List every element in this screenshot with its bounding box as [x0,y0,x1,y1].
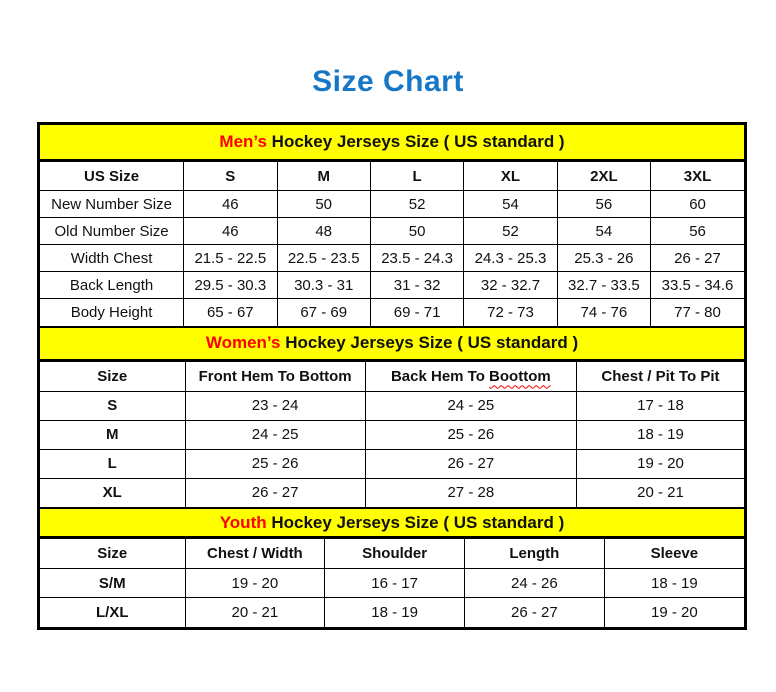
size-value-cell: 26 - 27 [464,598,604,627]
size-value-cell: 19 - 20 [185,569,325,598]
size-value-cell: 22.5 - 23.5 [277,245,370,272]
row-label-mens-3: Back Length [40,272,184,299]
size-value-cell: 32.7 - 33.5 [557,272,650,299]
youth-size-table [40,538,744,627]
mens-size-table [40,161,744,326]
row-label-mens-1: Old Number Size [40,218,184,245]
size-value-cell: 50 [370,218,463,245]
column-header-mens-4: XL [464,162,557,191]
band-highlight-womens: Women’s [205,333,281,352]
size-value-cell: 25 - 26 [185,449,365,478]
size-value-cell: 26 - 27 [185,478,365,507]
size-value-cell: 72 - 73 [464,299,557,326]
column-header-mens-5: 2XL [557,162,650,191]
row-label-mens-4: Body Height [40,299,184,326]
size-value-cell: 32 - 32.7 [464,272,557,299]
column-header-youth-0: Size [40,539,185,569]
band-text-womens: Hockey Jerseys Size ( US standard ) [280,333,579,352]
size-value-cell: 67 - 69 [277,299,370,326]
column-header-mens-6: 3XL [651,162,744,191]
youth-table-row [40,569,744,598]
column-header-mens-2: M [277,162,370,191]
section-band-mens [40,125,744,161]
size-value-cell: 25.3 - 26 [557,245,650,272]
mens-table-row [40,191,744,218]
size-value-cell: 54 [464,191,557,218]
mens-header-row [40,162,744,191]
size-value-cell: 56 [557,191,650,218]
size-value-cell: 19 - 20 [604,598,744,627]
womens-table-row [40,449,744,478]
size-value-cell: 65 - 67 [184,299,277,326]
size-value-cell: 20 - 21 [185,598,325,627]
youth-table-row [40,598,744,627]
size-value-cell: 54 [557,218,650,245]
row-label-mens-0: New Number Size [40,191,184,218]
band-highlight-youth: Youth [219,512,267,532]
column-header-mens-1: S [184,162,277,191]
section-band-youth [40,507,744,538]
size-value-cell: 29.5 - 30.3 [184,272,277,299]
size-value-cell: 46 [184,218,277,245]
page-title: Size Chart [312,65,464,98]
size-value-cell: 18 - 19 [325,598,465,627]
size-value-cell: 24 - 25 [365,391,576,420]
column-header-womens-1: Front Hem To Bottom [185,361,365,391]
band-text-mens: Hockey Jerseys Size ( US standard ) [266,132,565,151]
womens-table-row [40,478,744,507]
column-header-mens-3: L [370,162,463,191]
size-value-cell: 24.3 - 25.3 [464,245,557,272]
size-value-cell: 60 [651,191,744,218]
band-highlight-mens: Men’s [219,132,267,151]
size-value-cell: 19 - 20 [576,449,744,478]
womens-table-row [40,391,744,420]
size-value-cell: 52 [464,218,557,245]
size-value-cell: 56 [651,218,744,245]
row-label-youth-0: S/M [40,569,185,598]
size-value-cell: 46 [184,191,277,218]
column-header-text: Back Hem To [390,367,490,385]
column-header-youth-4: Sleeve [604,539,744,569]
size-value-cell: 31 - 32 [370,272,463,299]
size-value-cell: 25 - 26 [365,420,576,449]
size-value-cell: 27 - 28 [365,478,576,507]
size-chart-table-group [37,122,747,630]
size-value-cell: 77 - 80 [651,299,744,326]
band-text-youth: Hockey Jerseys Size ( US standard ) [266,512,565,532]
size-value-cell: 30.3 - 31 [277,272,370,299]
mens-table-row [40,245,744,272]
size-value-cell: 50 [277,191,370,218]
size-value-cell: 52 [370,191,463,218]
column-header-youth-3: Length [464,539,604,569]
size-value-cell: 21.5 - 22.5 [184,245,277,272]
column-header-womens-3: Chest / Pit To Pit [576,361,744,391]
misspelled-word: Boottom [489,367,551,385]
row-label-womens-3: XL [40,478,185,507]
row-label-womens-1: M [40,420,185,449]
size-value-cell: 23 - 24 [185,391,365,420]
size-value-cell: 18 - 19 [604,569,744,598]
column-header-womens-2 [365,361,576,391]
size-value-cell: 69 - 71 [370,299,463,326]
size-value-cell: 20 - 21 [576,478,744,507]
mens-table-row [40,272,744,299]
womens-table-row [40,420,744,449]
size-value-cell: 24 - 26 [464,569,604,598]
column-header-youth-1: Chest / Width [185,539,325,569]
womens-size-table [40,361,744,508]
row-label-womens-0: S [40,391,185,420]
size-value-cell: 48 [277,218,370,245]
row-label-mens-2: Width Chest [40,245,184,272]
size-value-cell: 18 - 19 [576,420,744,449]
size-value-cell: 26 - 27 [651,245,744,272]
column-header-mens-0: US Size [40,162,184,191]
size-value-cell: 24 - 25 [185,420,365,449]
column-header-youth-2: Shoulder [325,539,465,569]
size-value-cell: 33.5 - 34.6 [651,272,744,299]
size-value-cell: 23.5 - 24.3 [370,245,463,272]
mens-table-row [40,299,744,326]
youth-header-row [40,539,744,569]
section-band-womens [40,326,744,361]
size-value-cell: 74 - 76 [557,299,650,326]
size-value-cell: 26 - 27 [365,449,576,478]
mens-table-row [40,218,744,245]
row-label-youth-1: L/XL [40,598,185,627]
womens-header-row [40,361,744,391]
column-header-womens-0: Size [40,361,185,391]
size-value-cell: 17 - 18 [576,391,744,420]
size-value-cell: 16 - 17 [325,569,465,598]
row-label-womens-2: L [40,449,185,478]
